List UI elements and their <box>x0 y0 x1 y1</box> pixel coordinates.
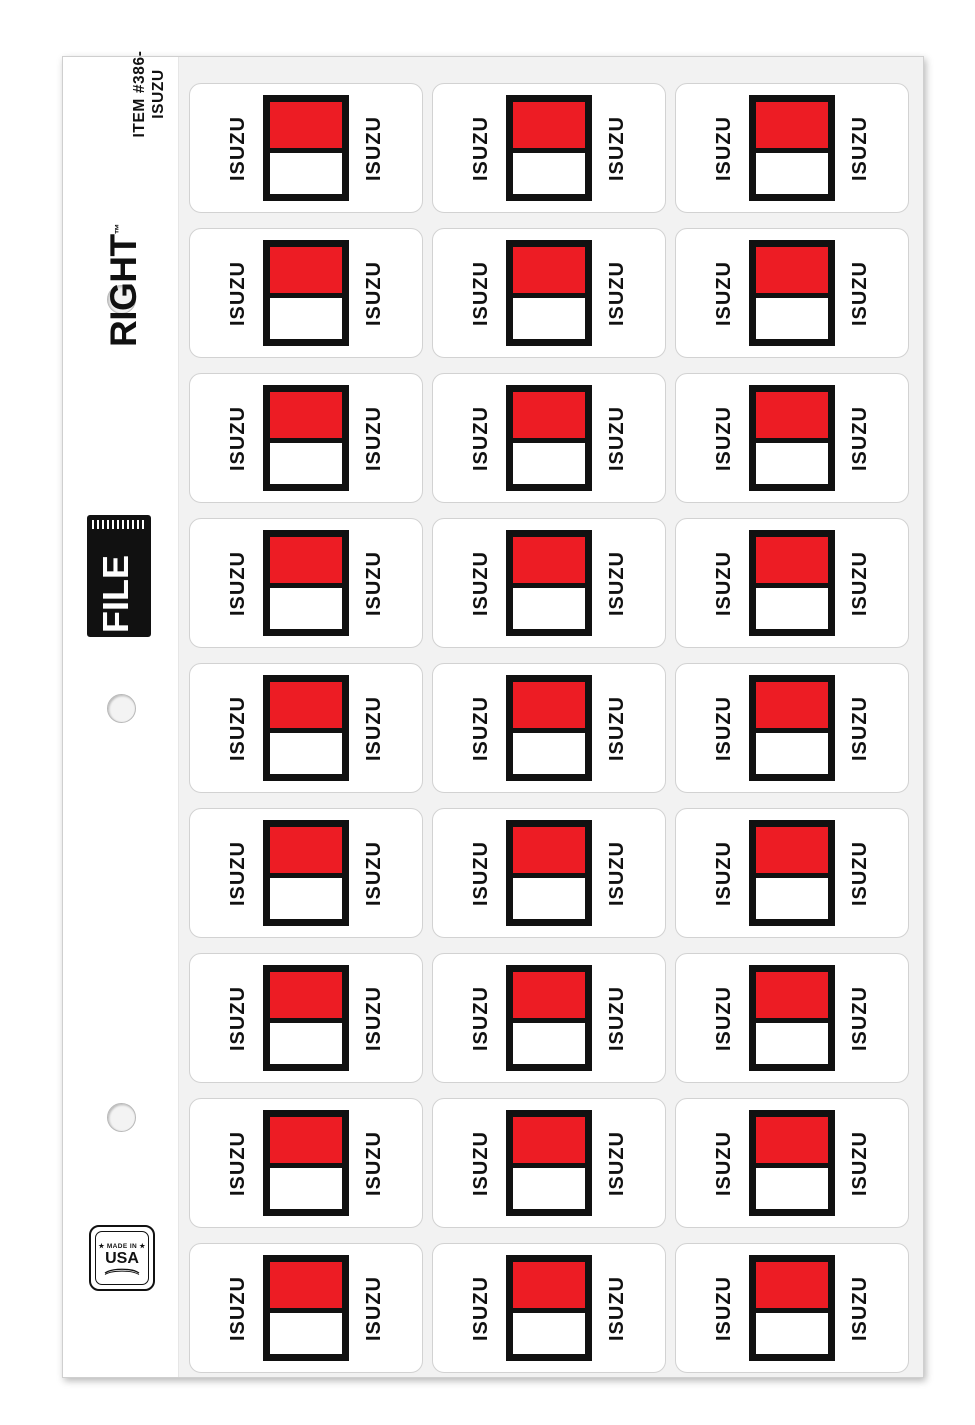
label-text-right-value: ISUZU <box>605 550 628 616</box>
label-text-left <box>468 673 494 783</box>
label-color-top <box>513 1117 585 1163</box>
label-color-top <box>756 102 828 148</box>
label-text-right <box>361 383 387 493</box>
punch-hole-bottom <box>107 1103 136 1132</box>
label-text-right-value: ISUZU <box>362 260 385 326</box>
label-color-bottom <box>513 1018 585 1064</box>
label-text-left <box>468 528 494 638</box>
label-color-bottom <box>513 583 585 629</box>
label-text-left <box>711 383 737 493</box>
label-color-bottom <box>756 873 828 919</box>
label-text-left-value: ISUZU <box>712 1130 735 1196</box>
label-text-left-value: ISUZU <box>469 985 492 1051</box>
label-text-left-value: ISUZU <box>469 1130 492 1196</box>
label-color-top <box>270 102 342 148</box>
file-label[interactable] <box>432 83 666 213</box>
label-text-left <box>711 93 737 203</box>
file-label[interactable] <box>675 953 909 1083</box>
label-text-left <box>711 673 737 783</box>
label-text-right <box>361 93 387 203</box>
file-label[interactable] <box>675 663 909 793</box>
label-text-left <box>711 818 737 928</box>
file-label[interactable] <box>675 518 909 648</box>
label-text-left-value: ISUZU <box>469 260 492 326</box>
label-text-right <box>847 818 873 928</box>
label-text-left <box>711 528 737 638</box>
label-text-left <box>468 963 494 1073</box>
label-text-right <box>361 1253 387 1363</box>
label-color-block <box>506 1110 592 1216</box>
label-text-right <box>847 528 873 638</box>
label-text-right-value: ISUZU <box>605 260 628 326</box>
label-text-right <box>361 818 387 928</box>
label-color-top <box>756 1262 828 1308</box>
label-color-top <box>756 972 828 1018</box>
label-text-right-value: ISUZU <box>848 115 871 181</box>
label-color-block <box>749 95 835 201</box>
label-text-right-value: ISUZU <box>605 1130 628 1196</box>
logo-word-file: FILE <box>95 555 136 633</box>
label-color-bottom <box>756 438 828 484</box>
label-color-top <box>513 1262 585 1308</box>
label-text-right-value: ISUZU <box>848 985 871 1051</box>
file-label[interactable] <box>189 228 423 358</box>
label-text-right-value: ISUZU <box>605 840 628 906</box>
item-code-line-2: ISUZU <box>150 69 167 119</box>
label-color-block <box>263 385 349 491</box>
file-label[interactable] <box>189 83 423 213</box>
label-color-bottom <box>756 1163 828 1209</box>
label-color-bottom <box>513 148 585 194</box>
label-text-left-value: ISUZU <box>226 550 249 616</box>
label-text-left-value: ISUZU <box>469 840 492 906</box>
label-text-right <box>604 238 630 348</box>
logo-black-box <box>87 515 151 637</box>
label-text-right <box>361 963 387 1073</box>
label-text-left-value: ISUZU <box>712 985 735 1051</box>
file-label[interactable] <box>432 1098 666 1228</box>
label-text-left-value: ISUZU <box>226 115 249 181</box>
label-text-right <box>361 528 387 638</box>
label-text-left-value: ISUZU <box>712 405 735 471</box>
label-color-block <box>506 1255 592 1361</box>
file-label[interactable] <box>675 228 909 358</box>
file-label[interactable] <box>189 808 423 938</box>
label-text-left <box>225 963 251 1073</box>
label-color-top <box>513 537 585 583</box>
label-text-left <box>468 1253 494 1363</box>
label-color-block <box>263 240 349 346</box>
label-text-left <box>225 93 251 203</box>
logo-word-right <box>103 147 145 347</box>
label-color-top <box>756 682 828 728</box>
label-text-right-value: ISUZU <box>848 1130 871 1196</box>
trademark-symbol: ™ <box>113 223 126 235</box>
label-text-left-value: ISUZU <box>469 405 492 471</box>
label-color-top <box>513 682 585 728</box>
label-color-block <box>263 530 349 636</box>
label-text-left <box>711 1108 737 1218</box>
label-color-top <box>513 247 585 293</box>
file-label[interactable] <box>432 373 666 503</box>
label-text-left-value: ISUZU <box>712 695 735 761</box>
label-text-right-value: ISUZU <box>362 1275 385 1341</box>
item-code-line-1: ITEM #386- <box>131 50 148 138</box>
label-color-bottom <box>756 1308 828 1354</box>
label-grid <box>189 83 914 1379</box>
label-text-left-value: ISUZU <box>226 1275 249 1341</box>
label-text-left-value: ISUZU <box>712 1275 735 1341</box>
label-color-bottom <box>270 1163 342 1209</box>
label-color-bottom <box>756 583 828 629</box>
label-text-left-value: ISUZU <box>469 550 492 616</box>
file-label[interactable] <box>432 953 666 1083</box>
label-color-block <box>749 530 835 636</box>
label-text-left <box>468 383 494 493</box>
label-text-right-value: ISUZU <box>362 840 385 906</box>
label-text-right <box>847 963 873 1073</box>
label-text-right <box>604 93 630 203</box>
label-color-block <box>749 1110 835 1216</box>
label-text-left <box>225 818 251 928</box>
label-text-left-value: ISUZU <box>712 550 735 616</box>
label-color-top <box>756 537 828 583</box>
label-color-block <box>749 965 835 1071</box>
label-text-left <box>225 1253 251 1363</box>
badge-country-text: USA <box>105 1249 139 1267</box>
label-color-block <box>263 820 349 926</box>
label-text-right-value: ISUZU <box>605 985 628 1051</box>
label-text-right-value: ISUZU <box>848 840 871 906</box>
label-text-left-value: ISUZU <box>226 840 249 906</box>
badge-inner-frame <box>95 1231 149 1285</box>
label-color-bottom <box>756 293 828 339</box>
label-color-top <box>270 972 342 1018</box>
label-color-bottom <box>513 728 585 774</box>
file-label[interactable] <box>189 373 423 503</box>
file-label[interactable] <box>675 808 909 938</box>
label-color-block <box>506 95 592 201</box>
label-text-right-value: ISUZU <box>362 1130 385 1196</box>
label-color-top <box>756 247 828 293</box>
label-text-left-value: ISUZU <box>226 260 249 326</box>
label-text-right-value: ISUZU <box>362 115 385 181</box>
label-color-top <box>756 392 828 438</box>
label-text-left <box>225 238 251 348</box>
label-text-right-value: ISUZU <box>848 405 871 471</box>
label-color-bottom <box>513 1163 585 1209</box>
label-color-top <box>270 537 342 583</box>
label-color-block <box>263 965 349 1071</box>
label-color-top <box>270 1117 342 1163</box>
file-label[interactable] <box>432 228 666 358</box>
label-color-block <box>506 675 592 781</box>
label-color-bottom <box>270 1308 342 1354</box>
label-text-left-value: ISUZU <box>226 695 249 761</box>
label-text-right <box>604 383 630 493</box>
label-color-top <box>513 972 585 1018</box>
label-text-left-value: ISUZU <box>226 405 249 471</box>
label-text-left-value: ISUZU <box>226 985 249 1051</box>
label-text-left-value: ISUZU <box>226 1130 249 1196</box>
label-color-bottom <box>270 728 342 774</box>
label-color-block <box>506 965 592 1071</box>
file-label[interactable] <box>189 953 423 1083</box>
label-color-bottom <box>756 148 828 194</box>
label-color-top <box>513 392 585 438</box>
label-text-right-value: ISUZU <box>848 695 871 761</box>
label-text-right <box>361 1108 387 1218</box>
label-text-right-value: ISUZU <box>848 550 871 616</box>
label-color-bottom <box>270 148 342 194</box>
label-text-left <box>225 528 251 638</box>
label-color-bottom <box>270 583 342 629</box>
label-text-right-value: ISUZU <box>605 695 628 761</box>
label-text-right-value: ISUZU <box>605 1275 628 1341</box>
file-label[interactable] <box>189 1098 423 1228</box>
file-label[interactable] <box>432 518 666 648</box>
label-text-left-value: ISUZU <box>712 840 735 906</box>
label-text-right <box>361 673 387 783</box>
label-color-block <box>749 240 835 346</box>
label-color-bottom <box>513 438 585 484</box>
label-text-right-value: ISUZU <box>848 260 871 326</box>
label-text-right <box>847 1253 873 1363</box>
file-label[interactable] <box>432 1243 666 1373</box>
file-label[interactable] <box>189 1243 423 1373</box>
punch-hole-middle <box>107 694 136 723</box>
label-text-right <box>847 383 873 493</box>
file-label[interactable] <box>675 83 909 213</box>
label-color-bottom <box>513 873 585 919</box>
label-color-top <box>270 682 342 728</box>
label-text-right <box>604 818 630 928</box>
label-text-right-value: ISUZU <box>362 405 385 471</box>
file-label[interactable] <box>189 663 423 793</box>
label-text-right-value: ISUZU <box>848 1275 871 1341</box>
label-text-right <box>604 963 630 1073</box>
label-text-left <box>468 1108 494 1218</box>
logo-right-text: RIGHT <box>103 234 144 347</box>
label-color-bottom <box>270 1018 342 1064</box>
binder-strip <box>63 50 179 1377</box>
label-text-left-value: ISUZU <box>469 695 492 761</box>
label-color-top <box>513 102 585 148</box>
label-text-right <box>604 1108 630 1218</box>
label-text-left-value: ISUZU <box>469 115 492 181</box>
file-label[interactable] <box>675 1243 909 1373</box>
label-color-bottom <box>756 728 828 774</box>
label-text-left-value: ISUZU <box>712 115 735 181</box>
label-text-right <box>361 238 387 348</box>
label-text-right-value: ISUZU <box>362 985 385 1051</box>
label-color-block <box>749 1255 835 1361</box>
file-label[interactable] <box>432 663 666 793</box>
label-text-left <box>711 238 737 348</box>
label-text-left <box>468 818 494 928</box>
label-color-block <box>749 385 835 491</box>
label-color-block <box>506 240 592 346</box>
file-right-logo <box>73 223 169 647</box>
label-text-left <box>468 93 494 203</box>
label-text-left <box>711 1253 737 1363</box>
label-text-right <box>604 1253 630 1363</box>
label-color-block <box>263 675 349 781</box>
label-text-left-value: ISUZU <box>712 260 735 326</box>
label-color-bottom <box>270 438 342 484</box>
label-text-left-value: ISUZU <box>469 1275 492 1341</box>
label-text-right <box>847 673 873 783</box>
label-color-top <box>756 1117 828 1163</box>
label-color-block <box>263 95 349 201</box>
label-text-right <box>604 673 630 783</box>
label-text-right <box>604 528 630 638</box>
file-label[interactable] <box>189 518 423 648</box>
badge-swoosh-icon <box>104 1267 140 1275</box>
label-color-top <box>270 392 342 438</box>
label-color-block <box>749 820 835 926</box>
label-text-right <box>847 238 873 348</box>
label-color-bottom <box>270 293 342 339</box>
label-color-block <box>749 675 835 781</box>
file-label[interactable] <box>675 1098 909 1228</box>
label-color-top <box>756 827 828 873</box>
label-color-block <box>506 385 592 491</box>
label-color-bottom <box>513 1308 585 1354</box>
label-color-top <box>270 247 342 293</box>
label-color-bottom <box>270 873 342 919</box>
label-color-top <box>270 827 342 873</box>
label-text-left <box>711 963 737 1073</box>
label-text-right-value: ISUZU <box>605 405 628 471</box>
label-text-right-value: ISUZU <box>362 550 385 616</box>
file-label[interactable] <box>432 808 666 938</box>
label-text-left <box>225 1108 251 1218</box>
label-color-bottom <box>513 293 585 339</box>
label-color-bottom <box>756 1018 828 1064</box>
label-color-top <box>270 1262 342 1308</box>
file-label[interactable] <box>675 373 909 503</box>
label-text-right-value: ISUZU <box>605 115 628 181</box>
label-color-block <box>263 1255 349 1361</box>
made-in-usa-badge <box>89 1225 155 1291</box>
label-sheet <box>62 50 924 1378</box>
label-text-left <box>468 238 494 348</box>
label-color-block <box>506 530 592 636</box>
label-color-top <box>513 827 585 873</box>
label-text-left <box>225 383 251 493</box>
label-text-right-value: ISUZU <box>362 695 385 761</box>
label-text-left <box>225 673 251 783</box>
label-color-block <box>506 820 592 926</box>
label-text-right <box>847 1108 873 1218</box>
label-text-right <box>847 93 873 203</box>
label-color-block <box>263 1110 349 1216</box>
badge-made-in-text: ★ MADE IN ★ <box>98 1242 146 1250</box>
